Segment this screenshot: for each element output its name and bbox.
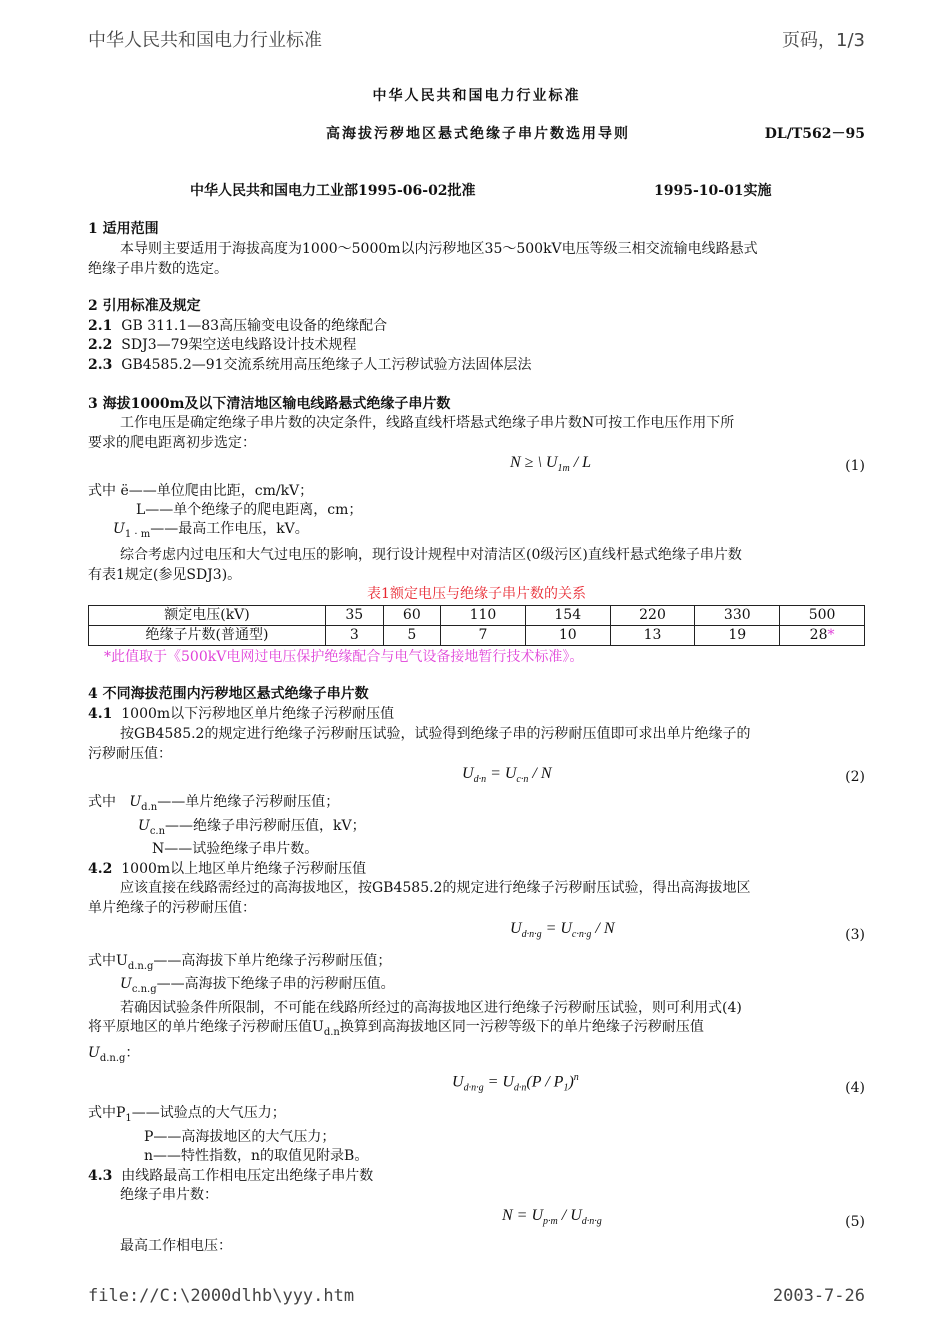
sec1-p2: 绝缘子串片数的选定。 — [88, 261, 228, 277]
table-cell: 28* — [780, 626, 865, 646]
equation-5: $N = U_{p\cdot m} / U_{d\cdot n\cdot g}$ — [502, 1207, 602, 1228]
def-line: n——特性指数，n的取值见附录B。 — [144, 1148, 369, 1164]
ref-item: 2.2 SDJ3—79架空送电线路设计技术规程 — [88, 337, 357, 353]
table-cell: 额定电压(kV) — [89, 606, 326, 626]
sec3-heading: 3 海拔1000m及以下清洁地区输电线路悬式绝缘子串片数 — [88, 396, 451, 412]
equation-number: (1) — [845, 458, 865, 474]
table-cell: 7 — [441, 626, 526, 646]
effective-date: 1995-10-01实施 — [654, 183, 772, 199]
equation-number: (5) — [845, 1214, 865, 1230]
equation-number: (2) — [845, 769, 865, 785]
sec43-p1: 绝缘子串片数： — [120, 1187, 218, 1203]
table-cell: 330 — [695, 606, 780, 626]
ref-item: 2.1 GB 311.1—83高压输变电设备的绝缘配合 — [88, 318, 388, 334]
equation-number: (3) — [845, 927, 865, 943]
def-line: N——试验绝缘子串片数。 — [152, 841, 319, 857]
equation-1: N ≥ \ $U_{1m}$ / L — [510, 454, 592, 475]
approval-line: 中华人民共和国电力工业部1995-06-02批准 — [190, 183, 476, 199]
voltage-table — [88, 605, 865, 646]
subsection-title: 4.3 由线路最高工作相电压定出绝缘子串片数 — [88, 1168, 374, 1184]
sec43-p2: 最高工作相电压： — [120, 1238, 232, 1254]
sec41-p1: 按GB4585.2的规定进行绝缘子污秽耐压试验，试验得到绝缘子串的污秽耐压值即可求出单片绝缘子的 — [120, 726, 751, 742]
def-line: 式中 ë——单位爬由比距，cm/kV； — [88, 483, 314, 499]
table-cell: 19 — [695, 626, 780, 646]
table-caption: 表1额定电压与绝缘子串片数的关系 — [367, 586, 586, 602]
def-line: 式中 $U_{d.n}——$单片绝缘子污秽耐压值； — [88, 794, 340, 813]
org-title: 中华人民共和国电力行业标准 — [372, 88, 581, 104]
header-title: 中华人民共和国电力行业标准 — [88, 30, 322, 51]
ref-item: 2.3 GB4585.2—91交流系统用高压绝缘子人工污秽试验方法固体层法 — [88, 357, 532, 373]
sec42-p5: $U_{d.n.g}$： — [88, 1045, 140, 1064]
sec42-p3: 若确因试验条件所限制，不可能在线路所经过的高海拔地区进行绝缘子污秽耐压试验，则可利用式(4) — [120, 1000, 742, 1016]
sec41-p2: 污秽耐压值： — [88, 746, 172, 762]
table-cell: 13 — [610, 626, 695, 646]
sec42-p1: 应该直接在线路需经过的高海拔地区，按GB4585.2的规定进行绝缘子污秽耐压试验，得出高海拔地区 — [120, 880, 751, 896]
doc-code: DL/T562－95 — [764, 126, 865, 142]
def-line: $U_{c.n.g}——$高海拔下绝缘子串的污秽耐压值。 — [120, 976, 395, 995]
table-cell: 154 — [525, 606, 610, 626]
table-cell: 3 — [326, 626, 384, 646]
table-cell: 60 — [383, 606, 441, 626]
table-cell: 35 — [326, 606, 384, 626]
doc-title: 高海拔污秽地区悬式绝缘子串片数选用导则 — [326, 126, 630, 142]
subsection-title: 4.1 1000m以下污秽地区单片绝缘子污秽耐压值 — [88, 706, 395, 722]
sec2-heading: 2 引用标准及规定 — [88, 298, 201, 314]
def-line: L——单个绝缘子的爬电距离，cm； — [136, 502, 363, 518]
table-cell: 500 — [780, 606, 865, 626]
table-row — [89, 606, 865, 626]
def-line: 式中$P_1——$试验点的大气压力； — [88, 1105, 286, 1124]
table-cell: 220 — [610, 606, 695, 626]
table-cell: 绝缘子片数(普通型) — [89, 626, 326, 646]
def-line: $U_{c.n}——$绝缘子串污秽耐压值，kV； — [138, 818, 366, 837]
sec4-heading: 4 不同海拔范围内污秽地区悬式绝缘子串片数 — [88, 686, 369, 702]
def-line: P——高海拔地区的大气压力； — [144, 1129, 336, 1145]
table-cell: 5 — [383, 626, 441, 646]
equation-3: $U_{d\cdot n\cdot g} = U_{c\cdot n\cdot g} / N$ — [510, 920, 615, 941]
def-line: 式中$U_{d.n.g}——$高海拔下单片绝缘子污秽耐压值； — [88, 953, 392, 972]
equation-4: $U_{d\cdot n\cdot g} = U_{d\cdot n}(P / P_1)^n$ — [452, 1072, 579, 1094]
sec3-p3: 综合考虑内过电压和大气过电压的影响，现行设计规程中对清洁区(0级污区)直线杆悬式绝缘子串片数 — [120, 547, 742, 563]
subsection-title: 4.2 1000m以上地区单片绝缘子污秽耐压值 — [88, 861, 367, 877]
sec3-p1: 工作电压是确定绝缘子串片数的决定条件，线路直线杆塔悬式绝缘子串片数N可按工作电压作用下所 — [120, 415, 735, 431]
table-cell: 10 — [525, 626, 610, 646]
table-row — [89, 626, 865, 646]
page-number: 页码，1/3 — [782, 30, 865, 51]
sec1-p1: 本导则主要适用于海拔高度为1000～5000m以内污秽地区35～500kV电压等级三相交流输电线路悬式 — [120, 241, 758, 257]
sec3-p2: 要求的爬电距离初步选定： — [88, 435, 256, 451]
equation-2: $U_{d\cdot n} = U_{c\cdot n} / N$ — [462, 765, 552, 786]
equation-number: (4) — [845, 1080, 865, 1096]
file-path: file://C:\2000dlhb\yyy.htm — [88, 1286, 355, 1306]
sec1-heading: 1 适用范围 — [88, 221, 159, 237]
sec42-p4: 将平原地区的单片绝缘子污秽耐压值$U_{d.n}$换算到高海拔地区同一污秽等级下的单片绝缘子污秽耐压值 — [88, 1019, 704, 1038]
table-note: *此值取于《500kV电网过电压保护绝缘配合与电气设备接地暂行技术标准》。 — [104, 649, 584, 665]
print-date: 2003-7-26 — [772, 1286, 865, 1306]
def-line: $U_{1 \cdot m}——$最高工作电压，kV。 — [113, 521, 309, 540]
sec3-p4: 有表1规定(参见SDJ3)。 — [88, 567, 242, 583]
table-cell: 110 — [441, 606, 526, 626]
sec42-p2: 单片绝缘子的污秽耐压值： — [88, 900, 256, 916]
